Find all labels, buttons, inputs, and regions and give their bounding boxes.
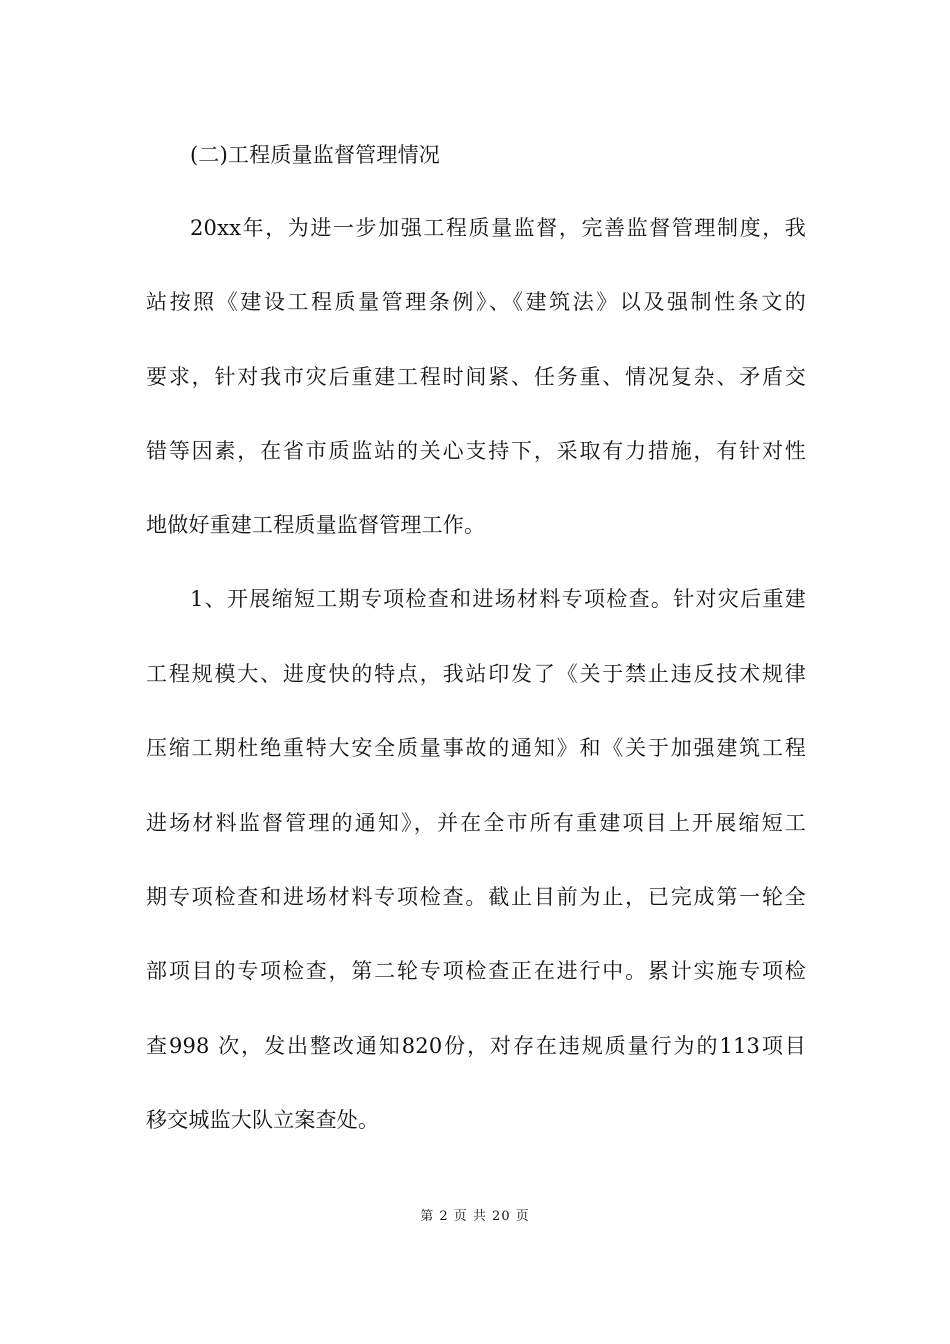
paragraph-1-line-4: 错等因素，在省市质监站的关心支持下，采取有力措施，有针对性 [146, 439, 806, 463]
paragraph-2-line-3: 压缩工期杜绝重特大安全质量事故的通知》和《关于加强建筑工程 [146, 736, 806, 760]
paragraph-1-line-5: 地做好重建工程质量监督管理工作。 [146, 513, 486, 537]
paragraph-1-line-3: 要求，针对我市灾后重建工程时间紧、任务重、情况复杂、矛盾交 [146, 365, 806, 389]
paragraph-2-line-4: 进场材料监督管理的通知》，并在全市所有重建项目上开展缩短工 [146, 811, 806, 835]
paragraph-1-line-1: 20xx年，为进一步加强工程质量监督，完善监督管理制度，我 [190, 216, 806, 240]
paragraph-2-line-5: 期专项检查和进场材料专项检查。截止目前为止，已完成第一轮全 [146, 885, 806, 909]
paragraph-2-line-2: 工程规模大、进度快的特点，我站印发了《关于禁止违反技术规律 [146, 662, 806, 686]
paragraph-2-line-7: 查998 次，发出整改通知820份，对存在违规质量行为的113项目 [146, 1034, 806, 1058]
page-number-footer: 第 2 页 共 20 页 [420, 1209, 530, 1224]
paragraph-2-line-8: 移交城监大队立案查处。 [146, 1108, 380, 1132]
paragraph-2-line-1: 1、开展缩短工期专项检查和进场材料专项检查。针对灾后重建 [190, 587, 806, 611]
paragraph-2-line-6: 部项目的专项检查，第二轮专项检查正在进行中。累计实施专项检 [146, 959, 806, 983]
paragraph-1-line-2: 站按照《建设工程质量管理条例》、《建筑法》以及强制性条文的 [146, 290, 806, 314]
section-heading: (二)工程质量监督管理情况 [190, 143, 440, 167]
